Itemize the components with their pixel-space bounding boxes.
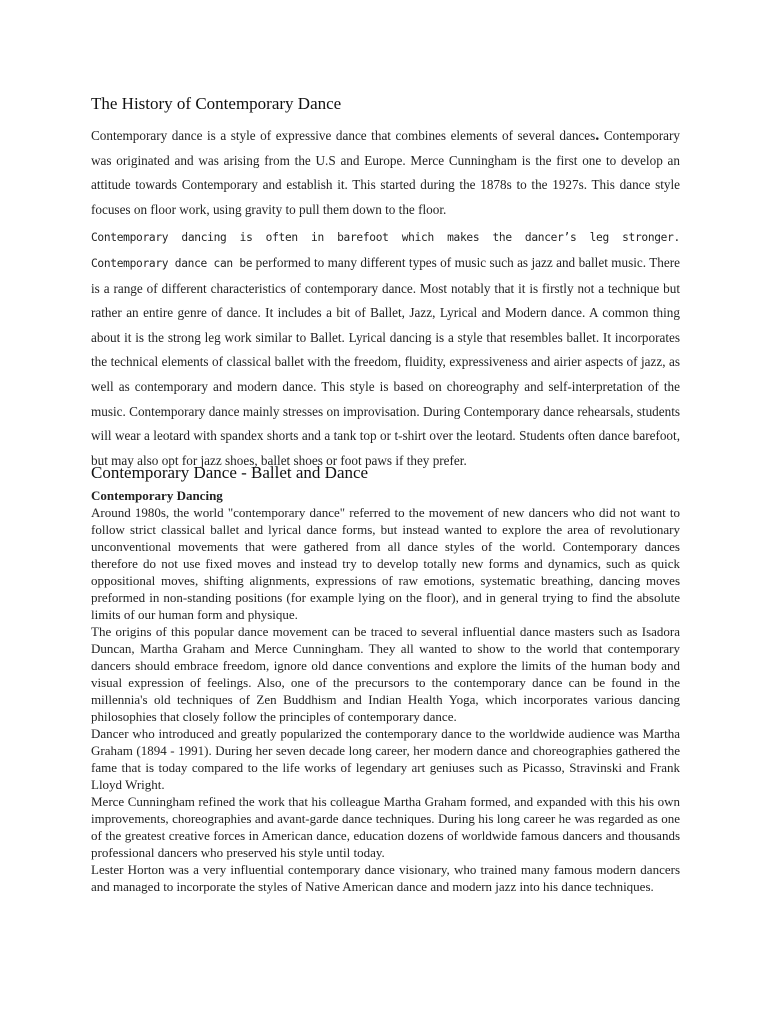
ballet-paragraph-4: Merce Cunningham refined the work that his colleague Martha Graham formed, and expanded with this his own improvements, choreographies and avant-garde dance techniques. During his long career he was regarded as one of the greatest creative forces in American dance, education dozens of worldwide famous dancers and thousands professional dancers who preserved his style until today. <box>91 794 680 860</box>
ballet-paragraph-5: Lester Horton was a very influential contemporary dance visionary, who trained many famous modern dancers and managed to incorporate the styles of Native American dance and modern jazz into his dance techniques. <box>91 862 680 894</box>
ballet-paragraph-2: The origins of this popular dance movement can be traced to several influential dance masters such as Isadora Duncan, Martha Graham and Merce Cunningham. They all wanted to show to the world that contemporary dancers should embrace freedom, ignore old dance conventions and explore the limits of the human body and visual expression of feelings. Also, one of the precursors to the contemporary dance can be found in the millennia's old techniques of Zen Buddhism and Indian Health Yoga, which incorporates various dancing philosophies that closely follow the principles of contemporary dance. <box>91 624 680 724</box>
ballet-section <box>91 461 680 895</box>
history-paragraph-1-bold-period: . <box>595 127 600 144</box>
ballet-paragraph-1: Around 1980s, the world "contemporary dance" referred to the movement of new dancers who did not want to follow strict classical ballet and lyrical dance forms, but instead wanted to explore the area of revolutionary unconventional movements that were gathered from all dance styles of the world. Contemporary dances therefore do not use fixed moves and instead try to develop totally new forms and dynamics, such as quick oppositional moves, shifting alignments, expressions of raw emotions, systematic breathing, dancing moves preformed in non-standing positions (for example lying on the floor), and in general trying to find the absolute limits of our human form and physique. <box>91 505 680 622</box>
ballet-title: Contemporary Dance - Ballet and Dance <box>91 463 369 482</box>
history-paragraph-2-lead: Contemporary dancing is often in barefoot which makes the dancer’s leg stronger. Contemporary dance can be <box>91 231 680 270</box>
history-paragraph-1-text: Contemporary dance is a style of expressive dance that combines elements of several dances <box>91 128 596 143</box>
ballet-paragraph-3: Dancer who introduced and greatly popularized the contemporary dance to the worldwide audience was Martha Graham (1894 - 1991). During her seven decade long career, her modern dance and choreographies gathered the fame that is today compared to the life works of legendary art geniuses such as Picasso, Stravinski and Frank Lloyd Wright. <box>91 726 680 792</box>
history-paragraph-2 <box>91 225 680 473</box>
history-title: The History of Contemporary Dance <box>91 94 342 113</box>
history-paragraph-2-text: performed to many different types of music such as jazz and ballet music. There is a range of different characteristics of contemporary dance. Most notably that it is firstly not a technique but rather an entire genre of dance. It includes a bit of Ballet, Jazz, Lyrical and Modern dance. A common thing about it is the strong leg work similar to Ballet. Lyrical dancing is a style that resembles ballet. It incorporates the technical elements of classical ballet with the freedom, fluidity, expressiveness and airier aspects of jazz, as well as contemporary and modern dance. This style is based on choreography and self-interpretation of the music. Contemporary dance mainly stresses on improvisation. During Contemporary dance rehearsals, students will wear a leotard with spandex shorts and a tank top or t-shirt over the leotard. Students often dance barefoot, but may also opt for jazz shoes, ballet shoes or foot paws if they prefer. <box>91 254 680 468</box>
history-section <box>91 93 680 473</box>
ballet-subtitle: Contemporary Dancing <box>91 488 223 503</box>
history-paragraph-1 <box>91 124 680 222</box>
history-paragraph-1-text-cont: Contemporary was originated and was arising from the U.S and Europe. Merce Cunningham is the first one to develop an attitude towards Contemporary and establish it. This started during the 1878s to the 1927s. This dance style focuses on floor work, using gravity to pull them down to the floor. <box>91 128 680 217</box>
